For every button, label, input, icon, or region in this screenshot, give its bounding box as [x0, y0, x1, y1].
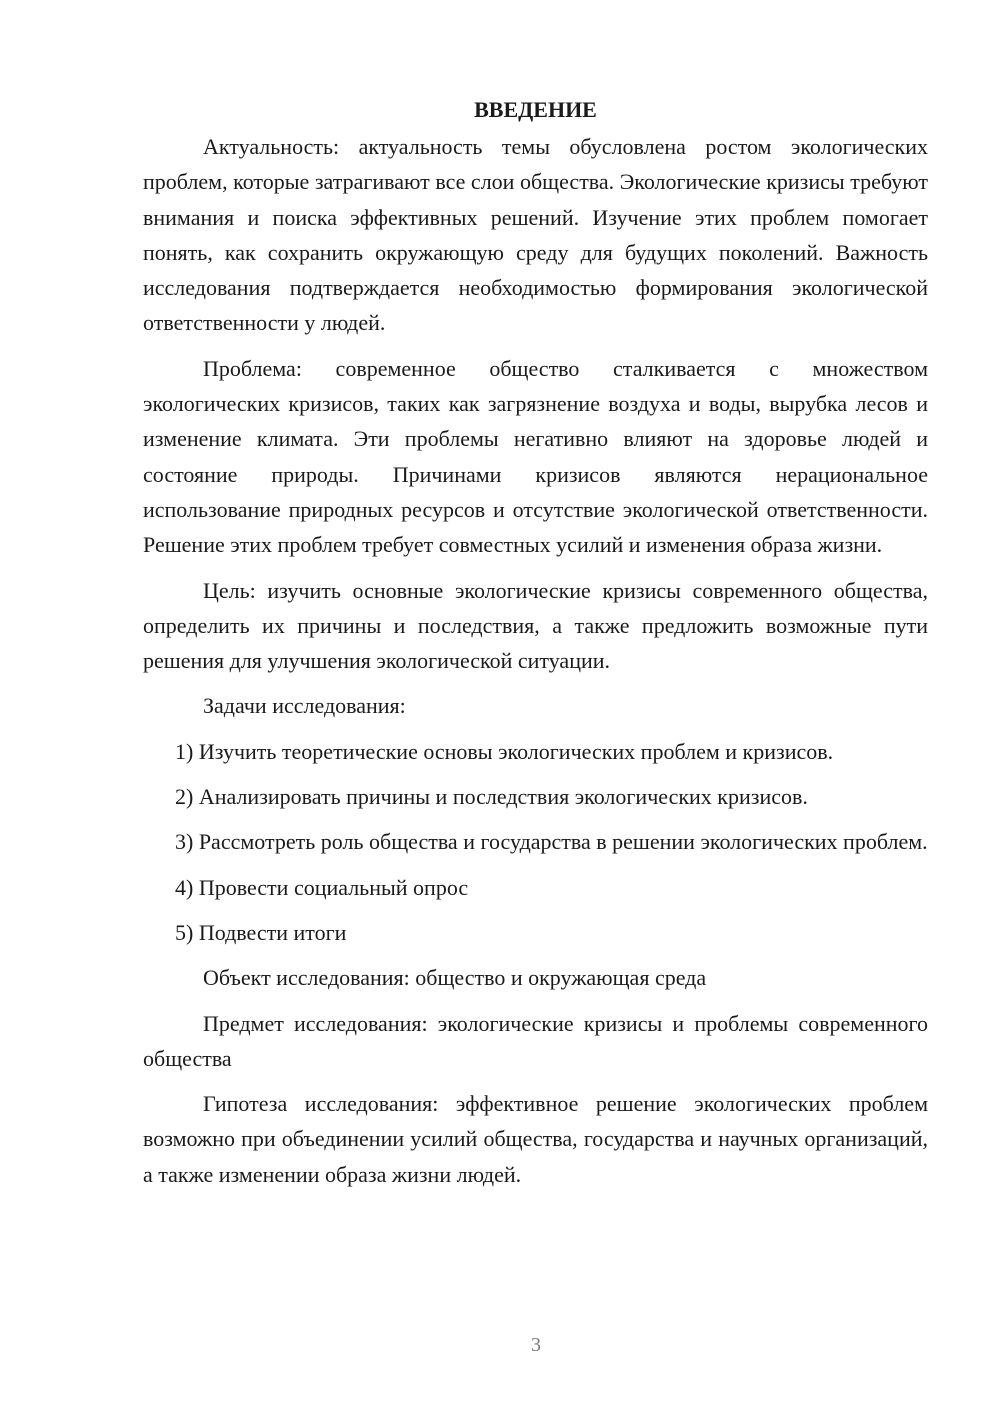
section-title: ВВЕДЕНИЕ — [474, 97, 597, 122]
task-item-5: 5) Подвести итоги — [175, 919, 347, 945]
task-item-2: 2) Анализировать причины и последствия экологических кризисов. — [175, 784, 808, 810]
paragraph-object: Объект исследования: общество и окружающая среда — [203, 965, 707, 991]
paragraph-hypothesis: Гипотеза исследования: эффективное решение экологических проблем возможно при объединении усилий общества, государства и научных организаций, а также изменении образа жизни людей. — [143, 1091, 928, 1187]
paragraph-problem: Проблема: современное общество сталкивается с множеством экологических кризисов, таких как загрязнение воздуха и воды, вырубка лесов и изменение климата. Эти проблемы негативно влияют на здоровье людей и состояние природы. Причинами кризисов являются нерациональное использование природных ресурсов и отсутствие экологической ответственности. Решение этих проблем требует совместных усилий и изменения образа жизни. — [143, 355, 928, 558]
task-item-1: 1) Изучить теоретические основы экологических проблем и кризисов. — [175, 738, 834, 764]
page-number: 3 — [531, 1334, 541, 1356]
task-item-3: 3) Рассмотреть роль общества и государства в решении экологических проблем. — [175, 829, 928, 855]
task-item-4: 4) Провести социальный опрос — [175, 874, 469, 900]
paragraph-subject: Предмет исследования: экологические кризисы и проблемы современного общества — [143, 1010, 928, 1071]
document-page — [143, 92, 928, 1202]
paragraph-relevance: Актуальность: актуальность темы обусловлена ростом экологических проблем, которые затрагивают все слои общества. Экологические кризисы требуют внимания и поиска эффективных решений. Изучение этих проблем помогает понять, как сохранить окружающую среду для будущих поколений. Важность исследования подтверждается необходимостью формирования экологической ответственности у людей. — [143, 134, 928, 336]
tasks-heading: Задачи исследования: — [203, 693, 406, 719]
paragraph-goal: Цель: изучить основные экологические кризисы современного общества, определить их причины и последствия, а также предложить возможные пути решения для улучшения экологической ситуации. — [143, 577, 928, 674]
